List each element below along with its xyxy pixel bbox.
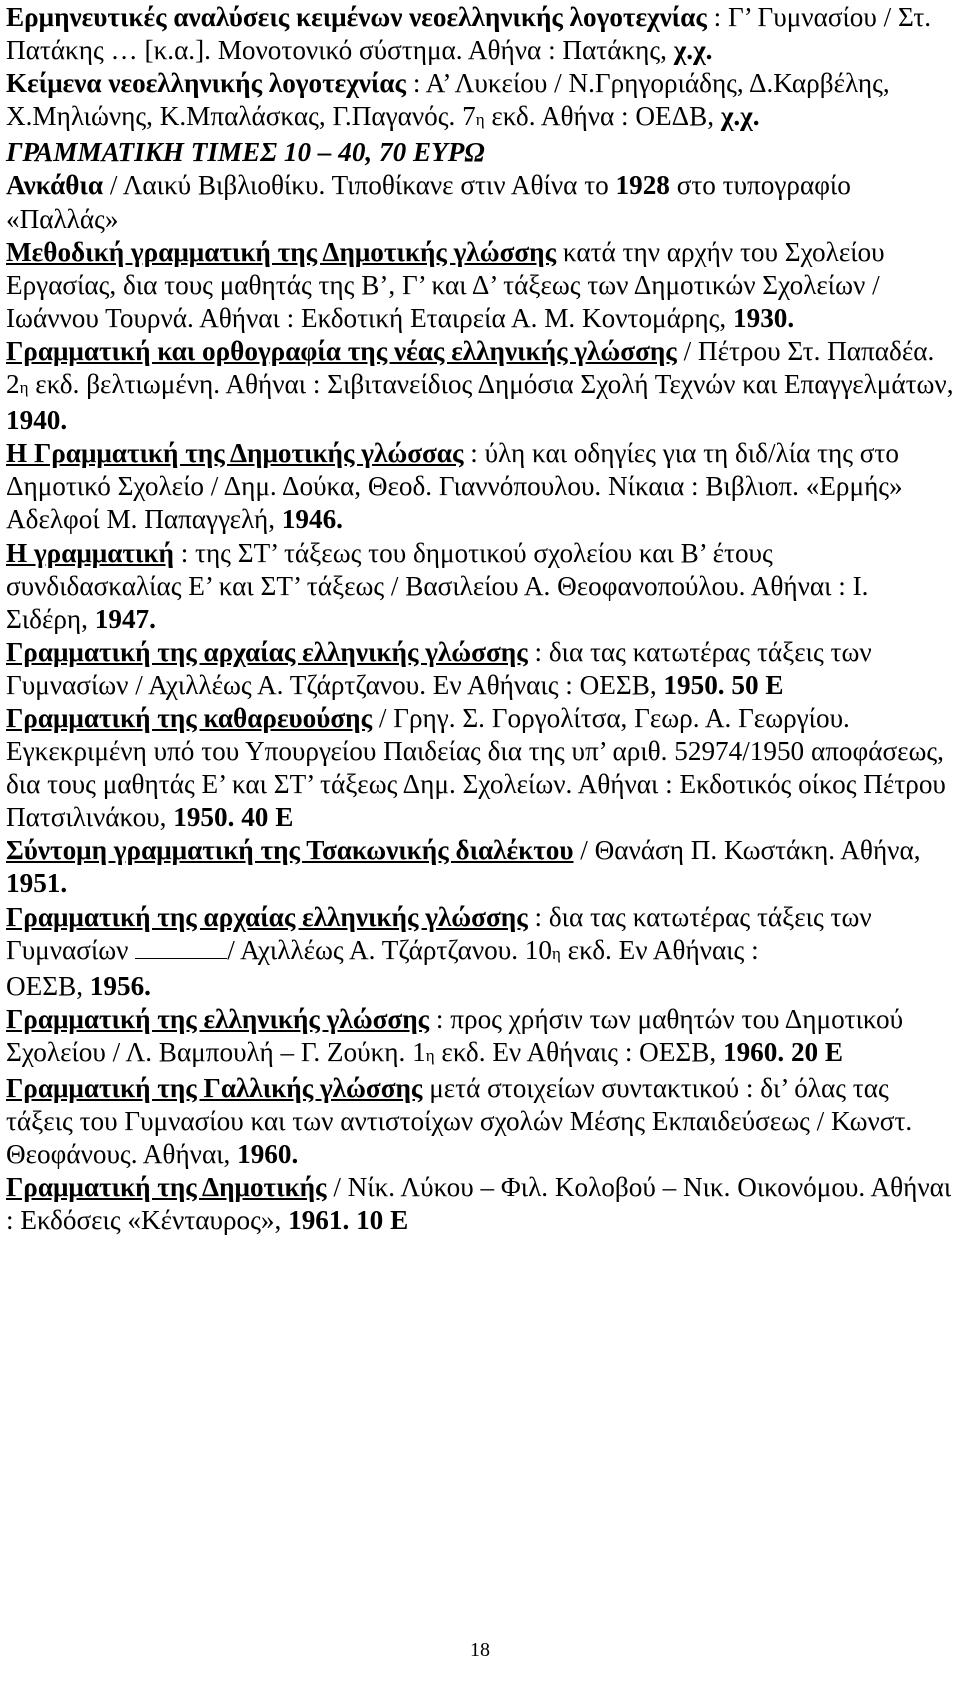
entry-title: Γραμματική και ορθογραφία της νέας ελληνικής γλώσσης — [6, 335, 677, 366]
entry-year: 1928 — [615, 170, 670, 201]
entry-details: : δια τας κατωτέρας τάξεις των Γυμνασίων — [6, 901, 872, 965]
section-heading: ΓΡΑΜΜΑΤΙΚΗ ΤΙΜΕΣ 10 – 40, 70 ΕΥΡΩ — [6, 137, 485, 168]
entry-details: κατά την αρχήν του Σχολείου Εργασίας, δια τους μαθητάς της Β’, Γ’ και Δ’ τάξεως των Δημοτικών Σχολείων / Ιωάννου Τουρνά. Αθήναι : Εκδοτική Εταιρεία Α. Μ. Κοντομάρης, — [6, 236, 885, 333]
edition-superscript: η — [425, 1045, 435, 1065]
entry-details: στο τυπογραφίο «Παλλάς» — [6, 170, 851, 234]
entry-details: / Νίκ. Λύκου – Φιλ. Κολοβού – Νικ. Οικονόμου. Αθήναι : Εκδόσεις «Κένταυρος», — [6, 1172, 952, 1236]
entry-title: Γραμματική της αρχαίας ελληνικής γλώσσης — [6, 901, 528, 932]
bibliography-list — [6, 0, 954, 1237]
entry-details: ΟΕΣΒ, — [6, 970, 90, 1001]
entry-year: χ.χ. — [673, 35, 713, 66]
entry-details: : προς χρήσιν των μαθητών του Δημοτικού Σχολείου / Λ. Βαμπουλή – Γ. Ζούκη. 1 — [6, 1003, 904, 1067]
bib-entry — [6, 236, 954, 335]
blank-underline — [135, 938, 227, 959]
entry-title: Σύντομη γραμματική της Τσακωνικής διαλέκτου — [6, 835, 574, 866]
entry-title: Η Γραμματική της Δημοτικής γλώσσας — [6, 438, 464, 469]
entry-title: Γραμματική της καθαρευούσης — [6, 702, 373, 733]
entry-details: : ύλη και οδηγίες για τη διδ/λία της στο Δημοτικό Σχολείο / Δημ. Δούκα, Θεοδ. Γιαννόπουλου. Νίκαια : Βιβλιοπ. «Ερμής» Αδελφοί Μ. Παπαγγελή, — [6, 438, 903, 535]
entry-details: εκδ. Αθήνα : ΟΕΔΒ, — [484, 101, 721, 132]
entry-title: Ανκάθια — [6, 170, 104, 201]
entry-title: Μεθοδική γραμματική της Δημοτικής γλώσσης — [6, 236, 557, 267]
entry-year: 1930. — [733, 302, 795, 333]
entry-title: Γραμματική της ελληνικής γλώσσης — [6, 1003, 430, 1034]
entry-year: 1950. 50 Ε — [663, 669, 784, 700]
edition-superscript: η — [475, 110, 485, 130]
bib-entry — [6, 437, 954, 536]
entry-details: μετά στοιχείων συντακτικού : δι’ όλας τας τάξεις του Γυμνασίου και των αντιστοίχων σχολών Μέσης Εκπαιδεύσεως / Κωνστ. Θεοφάνους. Αθήναι, — [6, 1073, 913, 1170]
entry-details: εκδ. Εν Αθήναις : — [560, 934, 759, 965]
entry-details: / Αχιλλέως Α. Τζάρτζανου. 10 — [227, 934, 552, 965]
entry-year: 1960. 20 Ε — [722, 1036, 844, 1067]
entry-year: 1961. 10 Ε — [288, 1205, 409, 1236]
entry-title: Γραμματική της Δημοτικής — [6, 1172, 327, 1203]
entry-year: 1940. — [6, 405, 68, 436]
bib-entry — [6, 834, 954, 900]
entry-year: 1960. — [237, 1139, 299, 1170]
entry-details: / Λαικύ Βιβλιοθίκυ. Τιποθίκανε στιν Αθίνα το — [103, 170, 616, 201]
entry-details: : Α’ Λυκείου / Ν.Γρηγοριάδης, Δ.Καρβέλης, Χ.Μηλιώνης, Κ.Μπαλάσκας, Γ.Παγανός. 7 — [6, 68, 890, 132]
edition-superscript: η — [551, 943, 561, 963]
bib-entry — [6, 702, 954, 834]
entry-details: εκδ. Εν Αθήναις : ΟΕΣΒ, — [434, 1036, 723, 1067]
entry-year: 1956. — [89, 970, 151, 1001]
entry-details: / Θανάση Π. Κωστάκη. Αθήνα, — [573, 835, 921, 866]
bib-entry — [6, 1072, 954, 1171]
bib-entry — [6, 1171, 954, 1237]
entry-year: 1950. 40 Ε — [173, 802, 294, 833]
entry-details: : δια τας κατωτέρας τάξεις των Γυμνασίων / Αχιλλέως Α. Τζάρτζανου. Εν Αθήναις : ΟΕΣΒ, — [6, 636, 872, 700]
edition-superscript: η — [19, 378, 29, 398]
bib-entry — [6, 537, 954, 636]
bib-entry — [6, 1, 954, 67]
entry-year: χ.χ. — [720, 101, 760, 132]
entry-year: 1946. — [281, 504, 343, 535]
document-page — [6, 0, 954, 1681]
page-number: 18 — [470, 1639, 490, 1661]
bib-entry — [6, 1003, 954, 1072]
entry-details: / Γρηγ. Σ. Γοργολίτσα, Γεωρ. Α. Γεωργίου. Εγκεκριμένη υπό του Υπουργείου Παιδείας δια της υπ’ αριθ. 52974/1950 αποφάσεως, δια τους μαθητάς Ε’ και ΣΤ’ τάξεως Δημ. Σχολείων. Αθήναι : Εκδοτικός οίκος Πέτρου Πατσιλινάκου, — [6, 702, 946, 833]
bib-entry — [6, 636, 954, 702]
entry-title: Γραμματική της Γαλλικής γλώσσης — [6, 1073, 423, 1103]
entry-details: : της ΣΤ’ τάξεως του δημοτικού σχολείου και Β’ έτους συνδιδασκαλίας Ε’ και ΣΤ’ τάξεως / Βασιλείου Α. Θεοφανοπούλου. Αθήναι : Ι. Σιδέρη, — [6, 537, 869, 634]
entry-year: 1951. — [6, 868, 68, 899]
entry-details: εκδ. βελτιωμένη. Αθήναι : Σιβιτανείδιος Δημόσια Σχολή Τεχνών και Επαγγελμάτων, — [28, 369, 954, 400]
entry-title: Κείμενα νεοελληνικής λογοτεχνίας — [6, 68, 407, 99]
entry-details: / Πέτρου Στ. Παπαδέα. 2 — [6, 335, 935, 400]
entry-year: 1947. — [94, 603, 156, 634]
bib-entry — [6, 67, 954, 136]
bib-entry — [6, 901, 954, 1003]
entry-details: : Γ’ Γυμνασίου / Στ. Πατάκης … [κ.α.]. Μονοτονικό σύστημα. Αθήνα : Πατάκης, — [6, 2, 932, 66]
bib-entry — [6, 335, 954, 437]
bib-entry — [6, 169, 954, 235]
entry-title: Ερμηνευτικές αναλύσεις κειμένων νεοελληνικής λογοτεχνίας — [6, 2, 707, 32]
entry-title: Η γραμματική — [6, 537, 174, 568]
entry-title: Γραμματική της αρχαίας ελληνικής γλώσσης — [6, 636, 528, 667]
